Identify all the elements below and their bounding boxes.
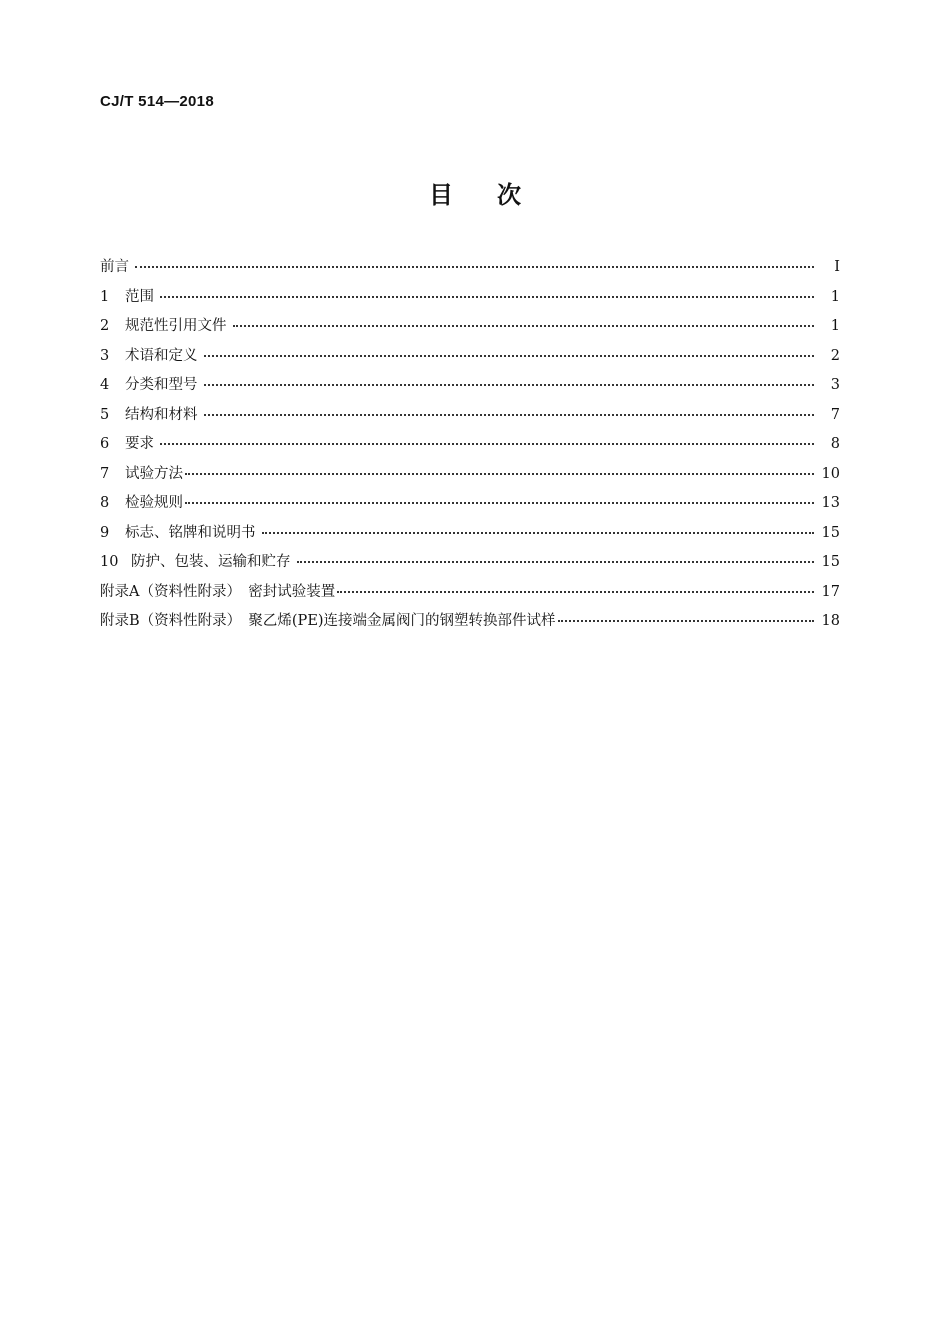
- toc-leader-dots: [337, 591, 814, 593]
- toc-entry-label: 防护、包装、运输和贮存: [131, 554, 291, 570]
- toc-entry-label: 前言: [100, 259, 129, 275]
- toc-entry-4[interactable]: [100, 373, 840, 403]
- toc-entry-label: 检验规则: [125, 495, 183, 511]
- toc-entry-label: 试验方法: [125, 465, 183, 482]
- toc-entry-page: 15: [821, 554, 840, 570]
- toc-entry-label: 术语和定义: [125, 347, 198, 364]
- toc-entry-annex-a[interactable]: [100, 580, 840, 610]
- toc-entry-number: 2: [100, 318, 110, 334]
- toc-entry-page: 8: [830, 436, 840, 452]
- toc-entry-page: 2: [830, 347, 840, 364]
- toc-leader-dots: [185, 473, 814, 475]
- toc-entry-page: 1: [830, 318, 840, 334]
- toc-entry-label: 附录A（资料性附录） 密封试验装置: [100, 583, 336, 600]
- toc-entry-number: 7: [100, 465, 110, 482]
- toc-entry-label: 要求: [125, 436, 154, 452]
- toc-entry-number: 4: [100, 377, 110, 393]
- toc-leader-dots: [160, 296, 814, 298]
- toc-entry-annex-b[interactable]: [100, 609, 840, 639]
- table-of-contents: [100, 255, 840, 639]
- toc-entry-label: 范围: [125, 288, 154, 305]
- toc-entry-label: 结构和材料: [125, 406, 198, 423]
- toc-entry-page: 13: [821, 495, 840, 511]
- toc-leader-dots: [262, 532, 815, 534]
- toc-entry-9[interactable]: [100, 521, 840, 551]
- toc-entry-label: 分类和型号: [125, 377, 198, 393]
- toc-leader-dots: [204, 355, 815, 357]
- toc-entry-foreword[interactable]: [100, 255, 840, 285]
- toc-entry-6[interactable]: [100, 432, 840, 462]
- toc-entry-page: 7: [830, 406, 840, 423]
- toc-leader-dots: [204, 384, 815, 386]
- toc-entry-10[interactable]: [100, 550, 840, 580]
- toc-leader-dots: [233, 325, 815, 327]
- toc-entry-label: 规范性引用文件: [125, 318, 227, 334]
- toc-entry-1[interactable]: [100, 285, 840, 315]
- toc-leader-dots: [297, 561, 815, 563]
- toc-entry-number: 1: [100, 288, 110, 305]
- toc-entry-number: 3: [100, 347, 110, 364]
- toc-entry-page: 3: [830, 377, 840, 393]
- toc-entry-number: 10: [100, 554, 119, 570]
- toc-leader-dots: [135, 266, 814, 268]
- toc-entry-number: 9: [100, 524, 110, 541]
- toc-entry-number: 5: [100, 406, 110, 423]
- toc-entry-5[interactable]: [100, 403, 840, 433]
- toc-entry-2[interactable]: [100, 314, 840, 344]
- toc-entry-page: 1: [830, 288, 840, 305]
- toc-entry-3[interactable]: [100, 344, 840, 374]
- toc-entry-number: 8: [100, 495, 110, 511]
- toc-entry-page: 15: [821, 524, 840, 541]
- toc-leader-dots: [204, 414, 815, 416]
- toc-entry-label: 标志、铭牌和说明书: [125, 524, 256, 541]
- toc-entry-7[interactable]: [100, 462, 840, 492]
- toc-leader-dots: [185, 502, 814, 504]
- document-code: CJ/T 514—2018: [100, 93, 214, 110]
- toc-leader-dots: [558, 620, 814, 622]
- toc-entry-number: 6: [100, 436, 110, 452]
- page-title: 目次: [429, 181, 565, 209]
- toc-entry-label: 附录B（资料性附录） 聚乙烯(PE)连接端金属阀门的钢塑转换部件试样: [100, 613, 556, 629]
- toc-entry-page: Ⅰ: [834, 259, 840, 275]
- toc-entry-page: 18: [821, 613, 840, 629]
- toc-entry-page: 17: [821, 583, 840, 600]
- toc-leader-dots: [160, 443, 814, 445]
- toc-entry-page: 10: [821, 465, 840, 482]
- toc-entry-8[interactable]: [100, 491, 840, 521]
